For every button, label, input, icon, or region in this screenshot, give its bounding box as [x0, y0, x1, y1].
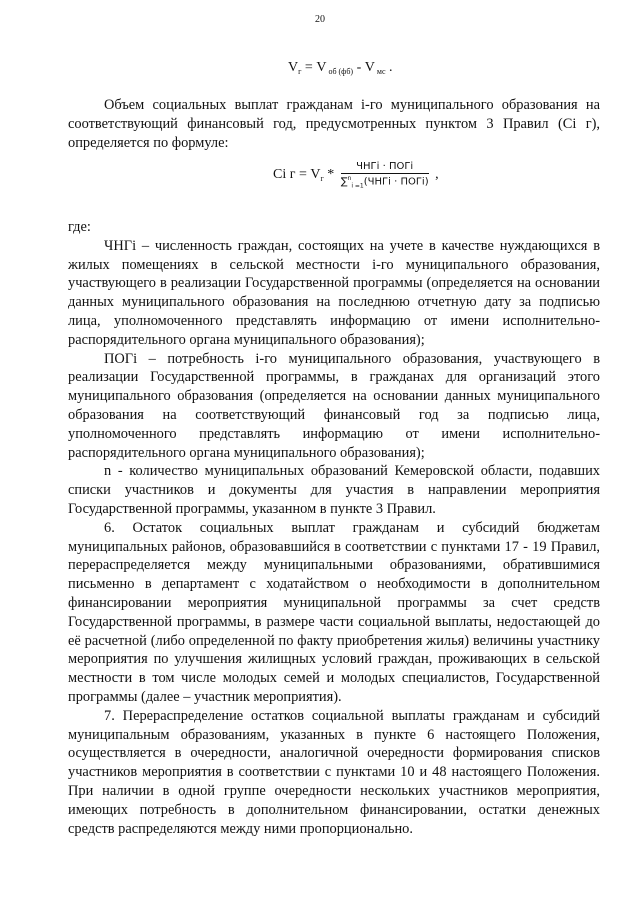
- body-text: [68, 218, 600, 838]
- fraction-denominator: ∑$^n_{i =1}$(ЧНГi · ПОГi): [340, 175, 429, 190]
- paragraph-n: n - количество муниципальных образований Кемеровской области, подавших списки участников и документы для участия в направлении мероприятия Государственной программы, указанном в пункте 3 Правил.: [68, 463, 600, 517]
- fraction-numerator: ЧНГi · ПОГi: [341, 161, 429, 174]
- formula-fraction: [341, 161, 429, 189]
- formula-payments: Ci $г = V_г$ * $\frac{\text{ЧНГi · ПОГi}}{\sum^n_{i =1}(ЧНГi \cdot ПОГi)}$ ,: [273, 161, 439, 190]
- formula-volume: $V_г = V$ $_{об (фб)}$ - V $_{мс}$ .: [288, 60, 393, 76]
- page-number: 20: [315, 14, 325, 25]
- paragraph-7: 7. Перераспределение остатков социальной выплаты гражданам и субсидий муниципальным образованиям, указанных в пункте 6 настоящего Положения, осуществляется в очередности, аналогичной очередности формирования списков участников мероприятия в соответствии с пунктами 10 и 48 настоящего Положения. При наличии в одной группе очередности нескольких участников мероприятия, имеющих потребность в дополнительном финансировании, остатки денежных средств распределяются между ними пропорционально.: [68, 707, 600, 837]
- intro-paragraph: Объем социальных выплат гражданам i-го муниципального образования на соответствующий финансовый год, предусмотренных пунктом 3 Правил (Ci г), определяется по формуле:: [68, 97, 600, 151]
- paragraph-chng: ЧНГi – численность граждан, состоящих на учете в качестве нуждающихся в жилых помещениях в сельской местности i-го муниципального образования, участвующего в реализации Государственной программы (определяется на основании данных муниципального образования на последнюю отчетную дату за подписью лица, уполномоченного представлять информацию от имени исполнительно-распорядительного органа муниципального образования);: [68, 237, 600, 348]
- paragraph-6: 6. Остаток социальных выплат гражданам и субсидий бюджетам муниципальных районов, образовавшийся в соответствии с пунктами 17 - 19 Правил, перераспределяется между муниципальными образованиями, обратившимися письменно в департамент с ходатайством о необходимости в дополнительном финансировании мероприятия муниципальной программы за счет средств Государственной программы, в размере части социальной выплаты, недостающей до её расчетной (либо определенной по факту приобретения жилья) величины участнику мероприятия по улучшения жилищных условий граждан, проживающих в сельской местности в том числе молодых семей и молодых специалистов, Государственной программы (далее – участник мероприятия).: [68, 519, 600, 705]
- intro-text: [68, 96, 600, 152]
- paragraph-where: где:: [68, 219, 91, 235]
- paragraph-pog: ПОГi – потребность i-го муниципального образования, участвующего в реализации Государственной программы, в гражданах для организаций этого муниципального образования (определяется на основании данных муниципального образования на соответствующий финансовый год за подписью лица, уполномоченного представлять информацию от имени исполнительно-распорядительного органа муниципального образования);: [68, 350, 600, 461]
